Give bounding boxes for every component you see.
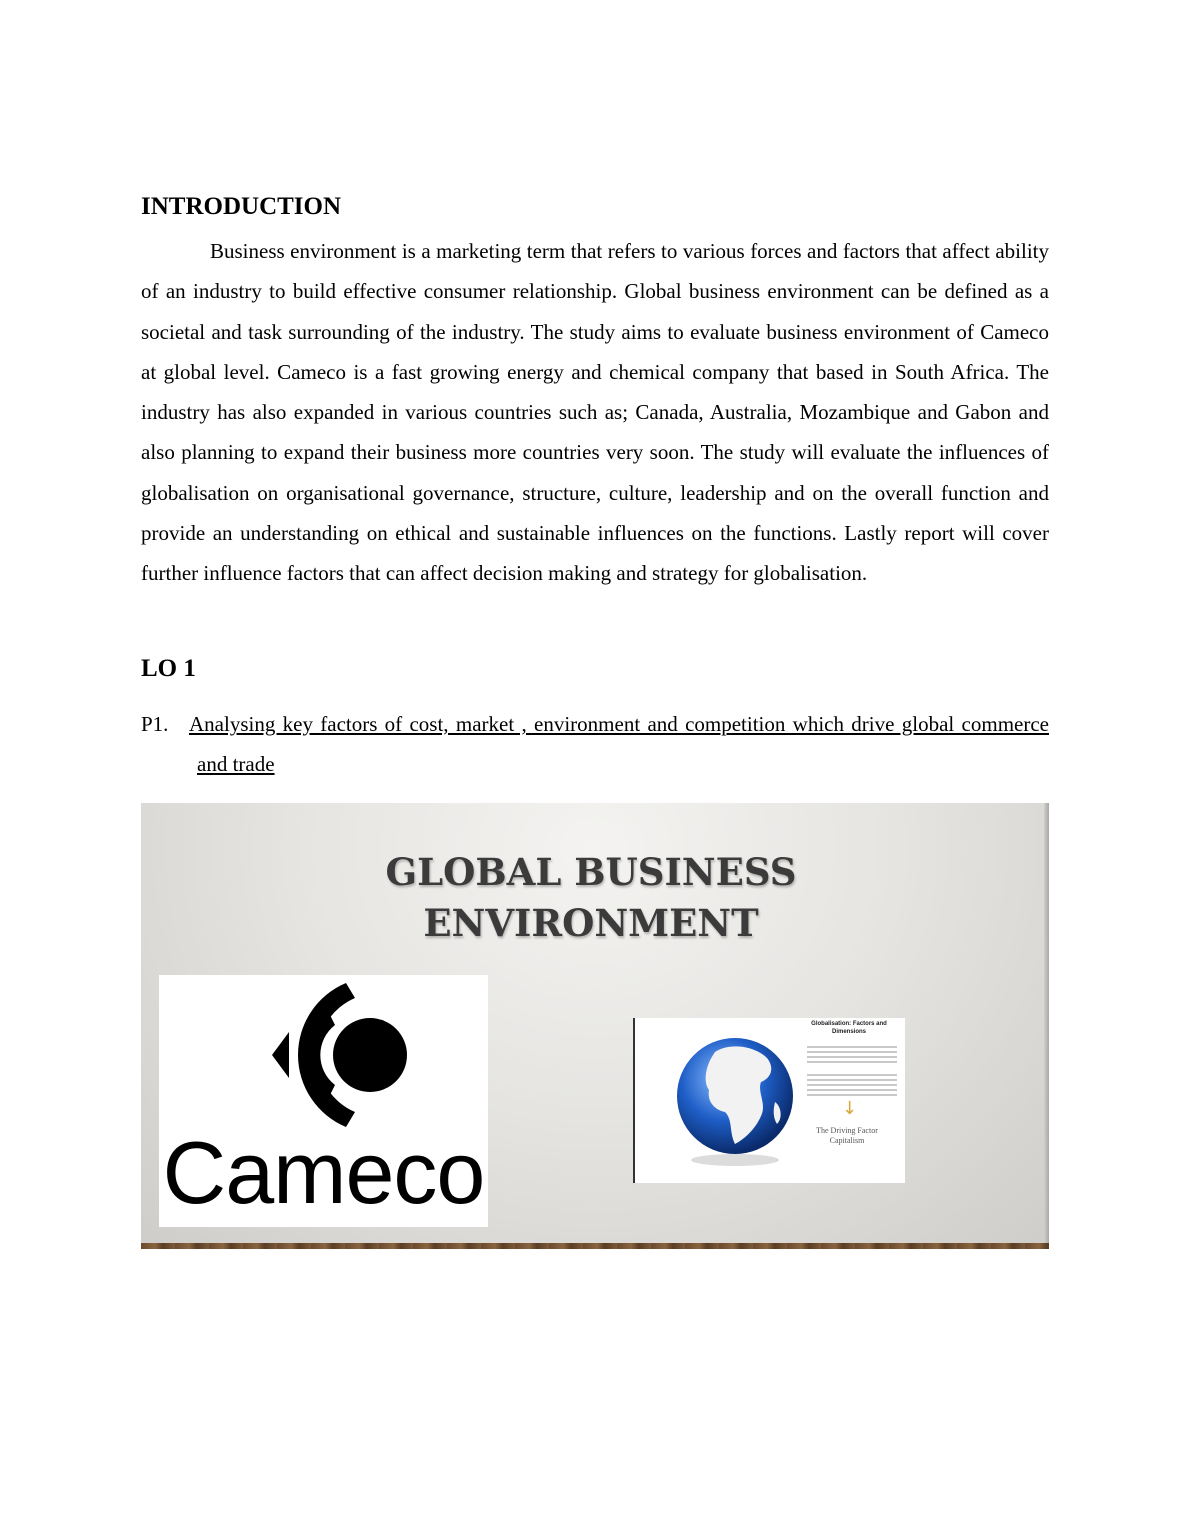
slide-edge <box>1044 803 1049 1249</box>
p1-text: Analysing key factors of cost, market , environment and competition which drive global commerce and trade <box>189 712 1049 776</box>
down-arrow-icon: ↓ <box>842 1098 858 1119</box>
thumbnail-title: Globalisation: Factors and Dimensions <box>811 1021 887 1035</box>
slide-title <box>141 847 1041 949</box>
globe-slide-thumbnail <box>633 1018 905 1183</box>
p1-number: P1. <box>141 712 169 736</box>
introduction-paragraph: Business environment is a marketing term that refers to various forces and factors that affect ability of an industry to build effective consumer relationship. Global business environment can be defined as a societal and task surrounding of the industry. The study aims to evaluate business environment of Cameco at global level. Cameco is a fast growing energy and chemical company that based in South Africa. The industry has also expanded in various countries such as; Canada, Australia, Mozambique and Gabon and also planning to expand their business more countries very soon. The study will evaluate the influences of globalisation on organisational governance, structure, culture, leadership and on the overall function and provide an understanding on ethical and sustainable influences on the functions. Lastly report will cover further influence factors that can affect decision making and strategy for globalisation. <box>141 239 1049 586</box>
cameco-logo <box>159 975 488 1227</box>
cameco-logo-icon <box>159 975 488 1135</box>
thumbnail-text-block-2 <box>807 1074 897 1099</box>
cameco-logo-text: Cameco <box>162 1123 485 1222</box>
globe-icon <box>675 1032 805 1172</box>
slide-title-line1: GLOBAL BUSINESS <box>385 850 797 894</box>
thumbnail-text-block-1 <box>807 1046 897 1066</box>
slide-floor <box>141 1243 1049 1249</box>
slide-image <box>141 803 1049 1249</box>
thumbnail-caption: The Driving Factor Capitalism <box>816 1126 878 1145</box>
p1-subheading <box>141 704 1049 784</box>
slide-title-line2: ENVIRONMENT <box>423 901 759 945</box>
lo1-heading: LO 1 <box>141 655 196 682</box>
introduction-heading: INTRODUCTION <box>141 193 342 220</box>
